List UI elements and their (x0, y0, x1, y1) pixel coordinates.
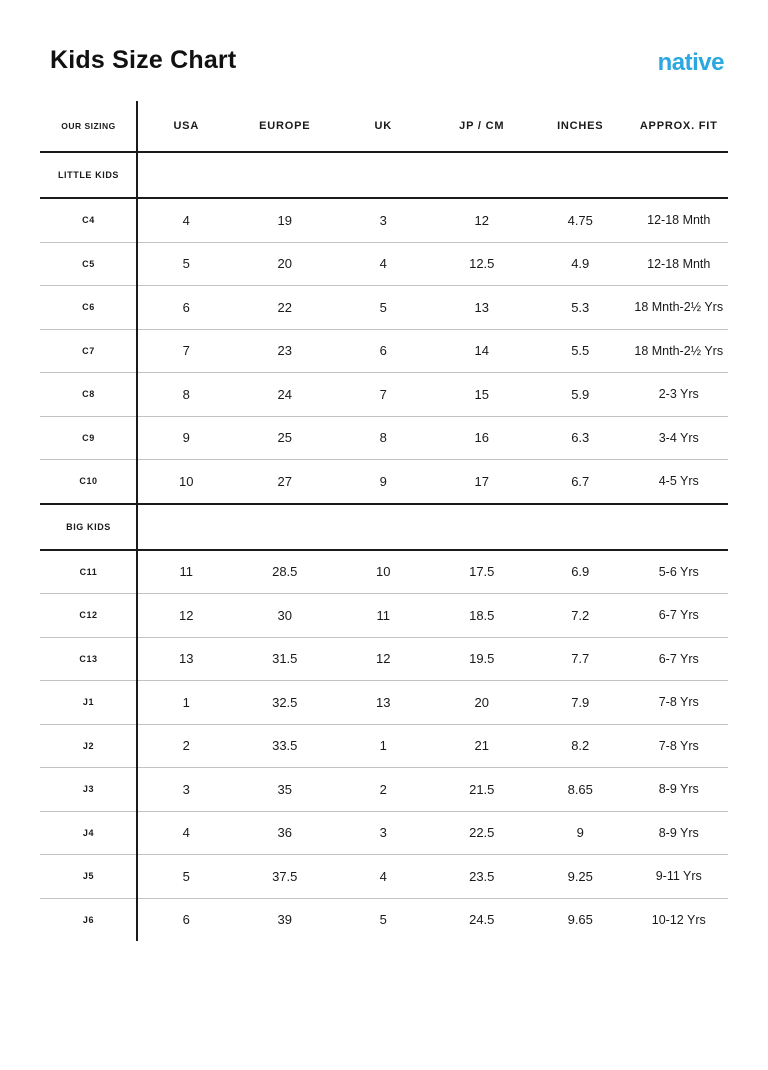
size-code: C13 (79, 653, 98, 664)
size-code: J5 (82, 871, 95, 882)
table-row (40, 725, 728, 769)
value-cell: 30 (277, 607, 292, 623)
approx-fit-cell: 7-8 Yrs (658, 738, 699, 753)
column-header-inches: INCHES (557, 120, 604, 132)
value-cell: 27 (277, 473, 292, 489)
table-row (40, 373, 728, 417)
value-cell: 9 (182, 430, 190, 446)
value-cell: 5.9 (571, 386, 590, 402)
value-cell: 20 (474, 694, 489, 710)
brand-logo: native (657, 49, 724, 76)
value-cell: 4 (379, 868, 387, 884)
size-code: J6 (82, 914, 95, 925)
value-cell: 13 (474, 299, 489, 315)
value-cell: 6.9 (571, 564, 590, 580)
value-cell: 15 (474, 386, 489, 402)
value-cell: 3 (379, 825, 387, 841)
value-cell: 6.3 (571, 430, 590, 446)
value-cell: 7 (182, 343, 190, 359)
value-cell: 22 (277, 299, 292, 315)
value-cell: 5.3 (571, 299, 590, 315)
value-cell: 12 (179, 607, 194, 623)
table-row (40, 855, 728, 899)
section-row (40, 153, 728, 199)
value-cell: 4 (182, 825, 190, 841)
table-row (40, 594, 728, 638)
value-cell: 6 (182, 299, 190, 315)
approx-fit-cell: 2-3 Yrs (658, 387, 699, 402)
approx-fit-cell: 4-5 Yrs (658, 474, 699, 489)
value-cell: 21 (474, 738, 489, 754)
section-row (40, 505, 728, 551)
value-cell: 39 (277, 912, 292, 928)
value-cell: 37.5 (272, 868, 298, 884)
column-header-europe: EUROPE (259, 120, 311, 132)
value-cell: 35 (277, 781, 292, 797)
section-label: LITTLE KIDS (57, 170, 120, 180)
approx-fit-cell: 8-9 Yrs (658, 782, 699, 797)
table-row (40, 243, 728, 287)
size-code: J4 (82, 827, 95, 838)
table-row (40, 681, 728, 725)
approx-fit-cell: 3-4 Yrs (658, 430, 699, 445)
table-row (40, 812, 728, 856)
table-row (40, 899, 728, 942)
column-header-jp-cm: JP / CM (459, 120, 505, 132)
value-cell: 1 (379, 738, 387, 754)
value-cell: 5.5 (571, 343, 590, 359)
value-cell: 12 (474, 212, 489, 228)
value-cell: 9.65 (567, 912, 593, 928)
size-code: C4 (82, 215, 95, 226)
value-cell: 9.25 (567, 868, 593, 884)
size-code: J1 (82, 697, 95, 708)
value-cell: 36 (277, 825, 292, 841)
value-cell: 4 (379, 256, 387, 272)
approx-fit-cell: 12-18 Mnth (647, 213, 711, 228)
value-cell: 2 (182, 738, 190, 754)
value-cell: 8.65 (567, 781, 593, 797)
size-code: C10 (79, 476, 98, 487)
page-header (50, 46, 724, 75)
value-cell: 18.5 (469, 607, 495, 623)
value-cell: 7 (379, 386, 387, 402)
value-cell: 14 (474, 343, 489, 359)
value-cell: 6.7 (571, 473, 590, 489)
value-cell: 23.5 (469, 868, 495, 884)
value-cell: 3 (182, 781, 190, 797)
value-cell: 17.5 (469, 564, 495, 580)
page-title: Kids Size Chart (50, 46, 237, 74)
table-row (40, 638, 728, 682)
value-cell: 19.5 (469, 651, 495, 667)
value-cell: 10 (376, 564, 391, 580)
value-cell: 11 (376, 607, 390, 623)
value-cell: 20 (277, 256, 292, 272)
size-code: C6 (82, 302, 95, 313)
value-cell: 24 (277, 386, 292, 402)
value-cell: 12 (376, 651, 391, 667)
size-code: C8 (82, 389, 95, 400)
value-cell: 10 (179, 473, 194, 489)
size-chart-table (40, 101, 728, 941)
approx-fit-cell: 18 Mnth-2½ Yrs (634, 300, 724, 315)
value-cell: 4.75 (567, 212, 593, 228)
value-cell: 17 (474, 473, 489, 489)
approx-fit-cell: 18 Mnth-2½ Yrs (634, 343, 724, 358)
value-cell: 24.5 (469, 912, 495, 928)
value-cell: 5 (379, 299, 387, 315)
table-row (40, 417, 728, 461)
approx-fit-cell: 6-7 Yrs (658, 651, 699, 666)
value-cell: 19 (277, 212, 292, 228)
size-code: C11 (79, 566, 98, 577)
value-cell: 1 (182, 694, 190, 710)
value-cell: 4 (182, 212, 190, 228)
size-code: C12 (79, 610, 98, 621)
value-cell: 7.9 (571, 694, 590, 710)
table-row (40, 460, 728, 505)
table-header-row (40, 101, 728, 153)
value-cell: 8.2 (571, 738, 590, 754)
size-code: C9 (82, 432, 95, 443)
value-cell: 9 (379, 473, 387, 489)
approx-fit-cell: 7-8 Yrs (658, 695, 699, 710)
value-cell: 5 (182, 256, 190, 272)
section-label: BIG KIDS (66, 521, 111, 532)
value-cell: 21.5 (469, 781, 495, 797)
value-cell: 13 (179, 651, 194, 667)
value-cell: 32.5 (272, 694, 298, 710)
value-cell: 9 (576, 825, 584, 841)
vertical-divider (136, 101, 138, 941)
size-chart-body (40, 153, 728, 941)
size-code: J2 (82, 740, 95, 751)
value-cell: 2 (379, 781, 387, 797)
value-cell: 23 (277, 343, 292, 359)
approx-fit-cell: 5-6 Yrs (658, 564, 699, 579)
column-header-approx-fit: APPROX. FIT (639, 120, 718, 132)
value-cell: 7.2 (571, 607, 590, 623)
value-cell: 7.7 (571, 651, 590, 667)
value-cell: 6 (379, 343, 387, 359)
value-cell: 4.9 (571, 256, 590, 272)
value-cell: 12.5 (469, 256, 495, 272)
column-header-uk: UK (374, 120, 392, 132)
table-row (40, 286, 728, 330)
column-header-usa: USA (173, 120, 200, 132)
column-header-our-sizing: OUR SIZING (61, 121, 116, 131)
table-row (40, 330, 728, 374)
table-row (40, 768, 728, 812)
value-cell: 8 (379, 430, 387, 446)
approx-fit-cell: 8-9 Yrs (658, 825, 699, 840)
table-row (40, 199, 728, 243)
value-cell: 8 (182, 386, 190, 402)
value-cell: 13 (376, 694, 391, 710)
size-code: C7 (82, 345, 95, 356)
approx-fit-cell: 9-11 Yrs (655, 869, 702, 884)
value-cell: 5 (379, 912, 387, 928)
value-cell: 31.5 (272, 651, 298, 667)
value-cell: 25 (277, 430, 292, 446)
value-cell: 11 (179, 564, 193, 580)
value-cell: 33.5 (272, 738, 298, 754)
value-cell: 28.5 (272, 564, 298, 580)
value-cell: 22.5 (469, 825, 495, 841)
value-cell: 3 (379, 212, 387, 228)
value-cell: 6 (182, 912, 190, 928)
size-code: C5 (82, 258, 95, 269)
size-code: J3 (82, 784, 95, 795)
value-cell: 5 (182, 868, 190, 884)
approx-fit-cell: 12-18 Mnth (647, 256, 711, 271)
approx-fit-cell: 6-7 Yrs (658, 608, 699, 623)
value-cell: 16 (474, 430, 489, 446)
table-row (40, 551, 728, 595)
approx-fit-cell: 10-12 Yrs (651, 912, 706, 927)
